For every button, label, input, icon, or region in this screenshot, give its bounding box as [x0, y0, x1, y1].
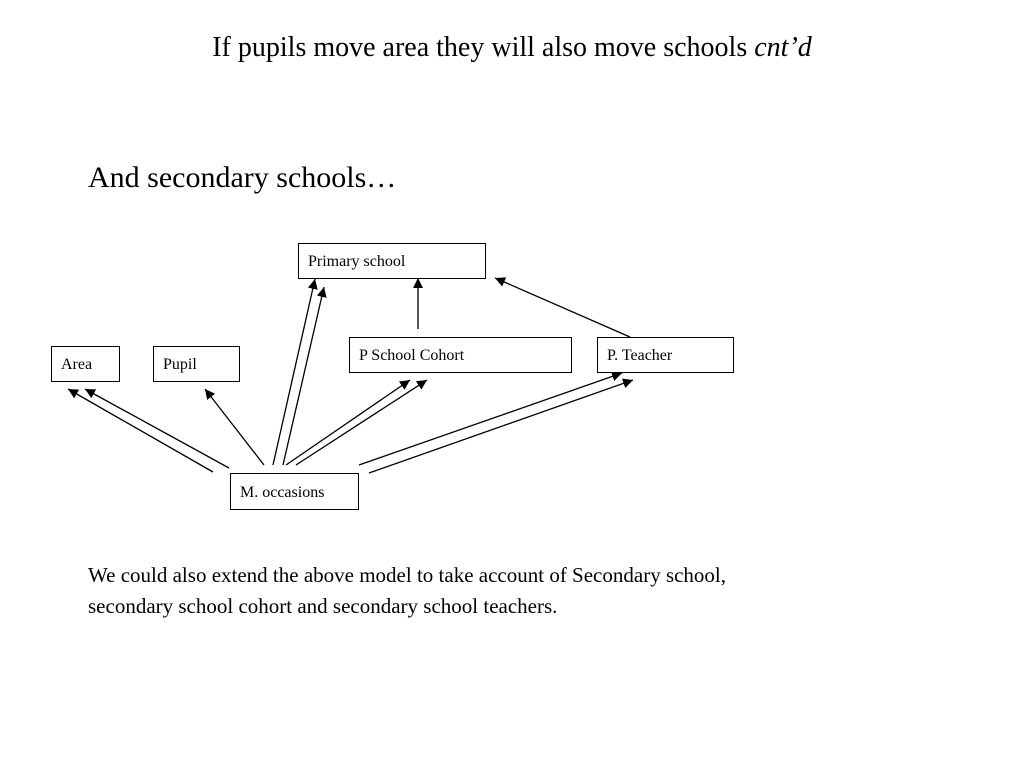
edge-occasions-to-cohort	[286, 380, 427, 465]
node-m-occasions: M. occasions	[230, 473, 359, 510]
slide-title-suffix: cnt’d	[754, 32, 812, 63]
edge-occasions-to-pupil	[205, 389, 264, 465]
node-p-school-cohort: P School Cohort	[349, 337, 572, 373]
note-line-2: secondary school cohort and secondary school teachers.	[88, 594, 558, 618]
edge-occasions-to-teacher	[359, 373, 633, 473]
node-primary-school: Primary school	[298, 243, 486, 279]
node-area: Area	[51, 346, 120, 382]
edge-teacher-to-primary-school	[495, 278, 630, 337]
slide-subtitle: And secondary schools…	[88, 161, 397, 194]
node-pupil: Pupil	[153, 346, 240, 382]
node-p-teacher: P. Teacher	[597, 337, 734, 373]
note-text	[88, 560, 948, 622]
edge-occasions-to-area	[68, 389, 229, 472]
slide-title-main: If pupils move area they will also move schools	[212, 32, 748, 63]
edge-occasions-to-primary-school	[273, 279, 324, 465]
note-line-1: We could also extend the above model to take account of Secondary school,	[88, 563, 727, 587]
